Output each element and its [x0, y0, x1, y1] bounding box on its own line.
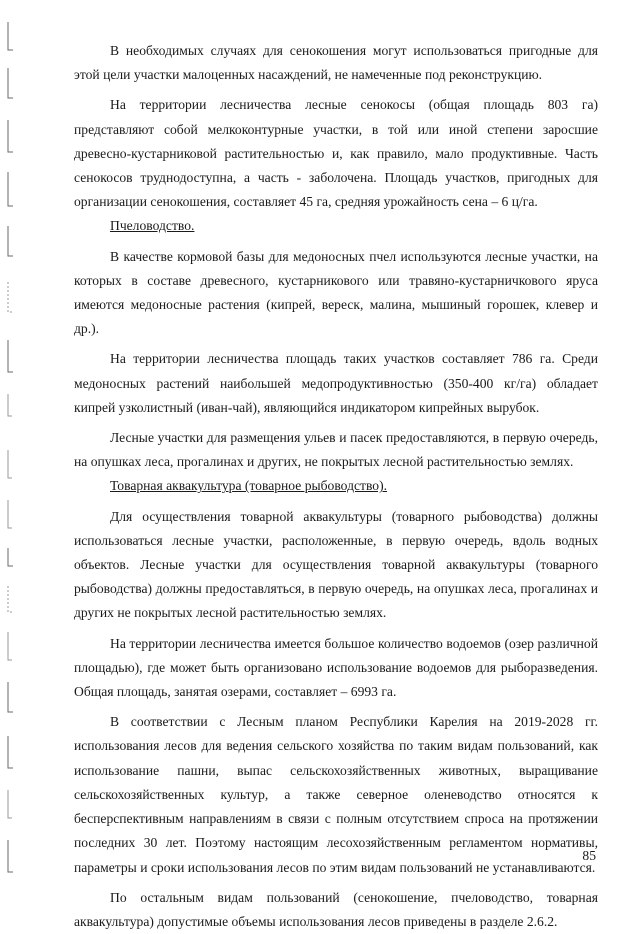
heading-beekeeping: Пчеловодство.: [110, 218, 195, 234]
paragraph-aquaculture-plots: Для осуществления товарной аквакультуры (товарного рыбоводства) должны использоваться лесные участки, расположенные, в первую очередь, вдоль водных объектов. Лесные участки для осуществления товарной аквакультуры (товарного рыбоводства) должны предоставляться, в первую очередь, на опушках леса, прогалинах и других не покрытых лесной растительностью землях.: [74, 508, 598, 621]
document-body: [74, 39, 598, 934]
paragraph-other-uses: По остальным видам пользований (сенокошение, пчеловодство, товарная аквакультура) допустимые объемы использования лесов приведены в разделе 2.6.2.: [74, 889, 598, 929]
paragraph-beekeeping-base: В качестве кормовой базы для медоносных пчел используются лесные участки, на которых в составе древесного, кустарникового или травяно-кустарничкового яруса имеются медоносные растения (кипрей, вереск, малина, мышиный горошек, клевер и др.).: [74, 248, 598, 337]
heading-aquaculture: Товарная аквакультура (товарное рыбоводство).: [110, 478, 388, 494]
paragraph-beekeeping-placement: Лесные участки для размещения ульев и пасек предоставляются, в первую очередь, на опушках леса, прогалинах и других, не покрытых лесной растительностью землях.: [74, 430, 598, 470]
paragraph-beekeeping-area: На территории лесничества площадь таких участков составляет 786 га. Среди медоносных растений наибольшей медопродуктивностью (350-400 кг/га) обладает кипрей узколистный (иван-чай), являющийся индикатором кипрейных вырубок.: [74, 351, 598, 415]
paragraph-haymaking-intro: В необходимых случаях для сенокошения могут использоваться пригодные для этой цели участки малоценных насаждений, не намеченные под реконструкцию.: [74, 43, 598, 83]
paragraph-aquaculture-lakes: На территории лесничества имеется большое количество водоемов (озер различной площадью), где может быть организовано использование водоемов для рыборазведения. Общая площадь, занятая озерами, составляет – 6993 га.: [74, 635, 598, 700]
binding-marks: [0, 0, 30, 905]
paragraph-haymaking-area: На территории лесничества лесные сенокосы (общая площадь 803 га) представляют собой мелкоконтурные участки, в той или иной степени заросшие древесно-кустарниковой растительностью и, как правило, мало продуктивные. Часть сенокосов труднодоступна, а часть - заболочена. Площадь участков, пригодных для организации сенокошения, составляет 45 га, средняя урожайность сена – 6 ц/га.: [74, 97, 598, 210]
page-number: 85: [582, 848, 596, 863]
paragraph-forest-plan: В соответствии с Лесным планом Республики Карелия на 2019-2028 гг. использования лесов для ведения сельского хозяйства по таким видам пользований, как использование пашни, выпас сельскохозяйственных животных, выращивание сельскохозяйственных культур, а также северное оленеводство относятся к бесперспективным направлениям в связи с полным отсутствием спроса на протяжении последних 30 лет. Поэтому настоящим лесохозяйственным регламентом нормативы, параметры и сроки использования лесов по этим видам пользований не устанавливаются.: [74, 714, 598, 875]
